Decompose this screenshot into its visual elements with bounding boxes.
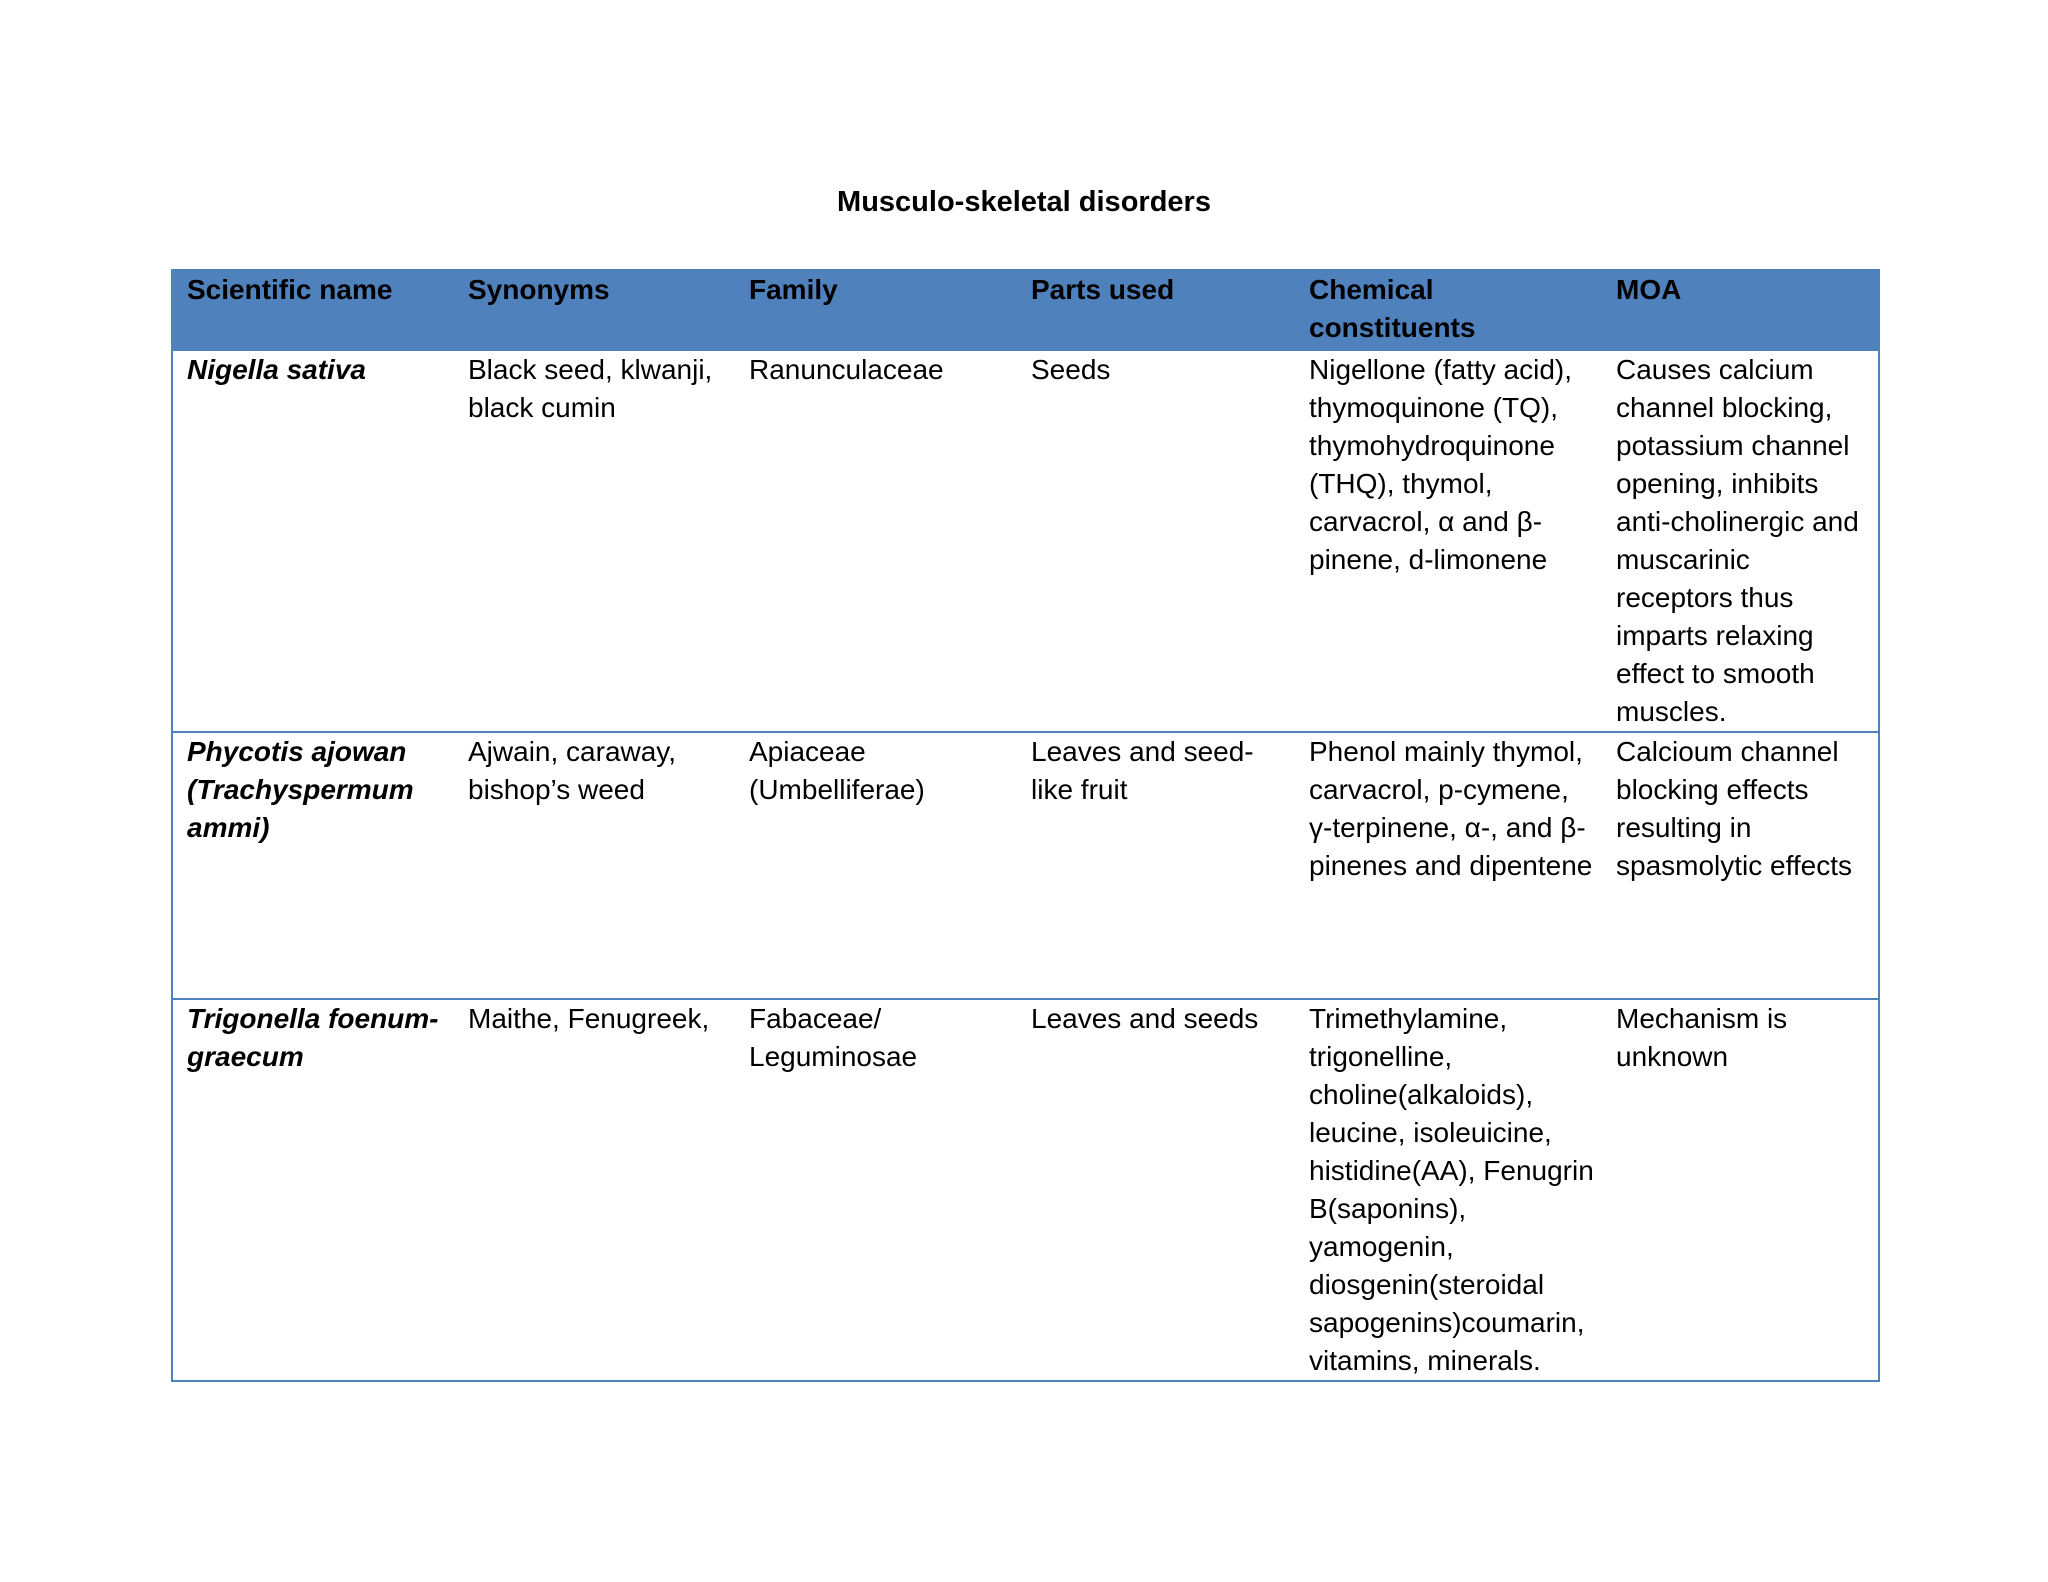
cell-moa: Mechanism is unknown [1602, 999, 1879, 1381]
cell-family: Apiaceae (Umbelliferae) [735, 732, 1017, 999]
header-chemical-constituents: Chemical constituents [1295, 270, 1602, 350]
cell-parts-used: Seeds [1017, 350, 1295, 732]
table-row [172, 732, 1879, 999]
header-family: Family [735, 270, 1017, 350]
table-header-row [172, 270, 1879, 350]
header-parts-used: Parts used [1017, 270, 1295, 350]
header-scientific-name: Scientific name [172, 270, 454, 350]
cell-synonyms: Black seed, klwanji, black cumin [454, 350, 735, 732]
cell-chemical-constituents: Phenol mainly thymol, carvacrol, p-cymene, γ-terpinene, α-, and β-pinenes and dipentene [1295, 732, 1602, 999]
cell-chemical-constituents: Nigellone (fatty acid), thymoquinone (TQ), thymohydroquinone (THQ), thymol, carvacrol, α and β-pinene, d-limonene [1295, 350, 1602, 732]
header-moa: MOA [1602, 270, 1879, 350]
cell-moa: Causes calcium channel blocking, potassium channel opening, inhibits anti-cholinergic and muscarinic receptors thus imparts relaxing effect to smooth muscles. [1602, 350, 1879, 732]
table-row [172, 350, 1879, 732]
cell-synonyms: Ajwain, caraway, bishop’s weed [454, 732, 735, 999]
cell-family: Ranunculaceae [735, 350, 1017, 732]
page-title: Musculo-skeletal disorders [837, 186, 1211, 218]
cell-parts-used: Leaves and seed-like fruit [1017, 732, 1295, 999]
cell-scientific-name: Phycotis ajowan (Trachyspermum ammi) [172, 732, 454, 999]
header-synonyms: Synonyms [454, 270, 735, 350]
herbs-table [171, 269, 1880, 1382]
cell-synonyms: Maithe, Fenugreek, [454, 999, 735, 1381]
table-row [172, 999, 1879, 1381]
cell-family: Fabaceae/ Leguminosae [735, 999, 1017, 1381]
cell-parts-used: Leaves and seeds [1017, 999, 1295, 1381]
cell-scientific-name: Nigella sativa [172, 350, 454, 732]
cell-chemical-constituents: Trimethylamine, trigonelline, choline(alkaloids), leucine, isoleuicine, histidine(AA), Fenugrin B(saponins), yamogenin, diosgenin(steroidal sapogenins)coumarin, vitamins, minerals. [1295, 999, 1602, 1381]
cell-scientific-name: Trigonella foenum-graecum [172, 999, 454, 1381]
cell-moa: Calcioum channel blocking effects resulting in spasmolytic effects [1602, 732, 1879, 999]
